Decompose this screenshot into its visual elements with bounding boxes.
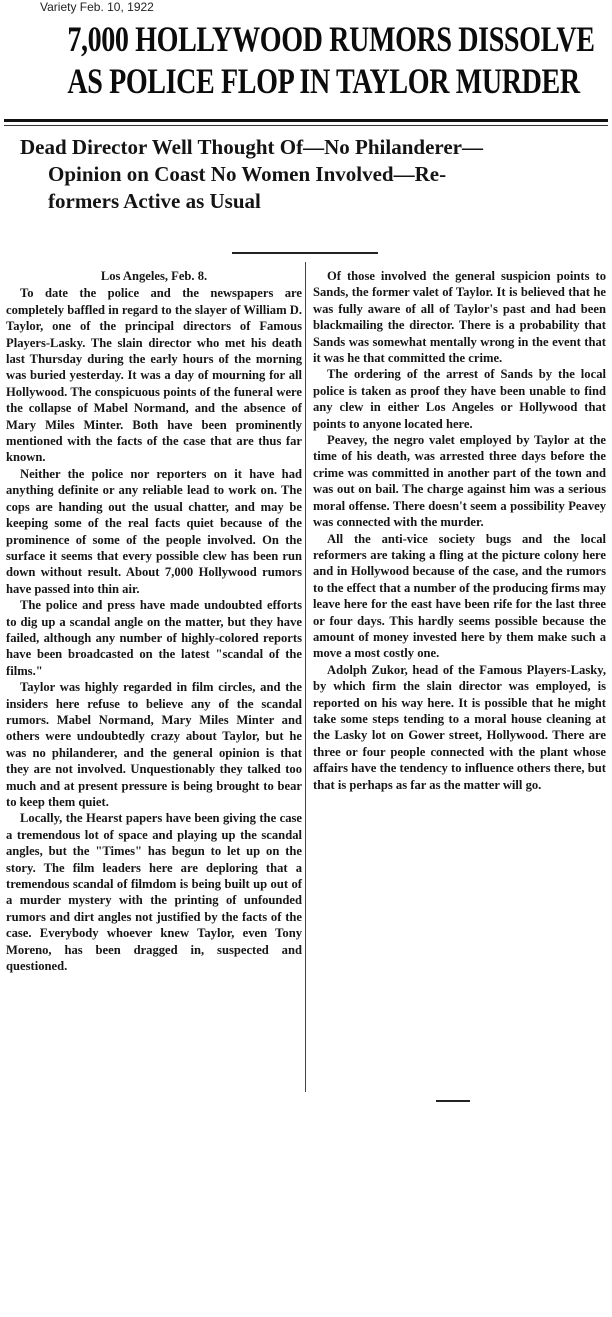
column-divider [305, 262, 306, 1092]
section-divider-rule [232, 252, 378, 254]
paragraph: To date the police and the newspapers are completely baffled in regard to the slayer of William D. Taylor, one of the principal directors of Famous Players-Lasky. The slain director who met his death last Thursday during the early hours of the morning was buried yesterday. It was a day of mourning for all Hollywood. The conspicuous points of the funeral were the collapse of Mabel Normand, and the absence of Mary Miles Minter. Both have been prominently mentioned with the facts of the case that are thus far known. [6, 286, 302, 465]
subheadline-line-1: Dead Director Well Thought Of—No Philanderer— [20, 135, 483, 159]
paragraph: Adolph Zukor, head of the Famous Players-Lasky, by which firm the slain director was employed, is reported on his way here. It is possible that he might take some steps tending to a moral house cleaning at the Lasky lot on Gower street, Hollywood. There are three or four people connected with the plant whose affairs have the tendency to influence others there, but that is perhaps as far as the matter will go. [313, 662, 606, 792]
article-column-left [6, 268, 302, 974]
article-end-rule [436, 1100, 470, 1102]
paragraph: Locally, the Hearst papers have been giving the case a tremendous lot of space and playing up the scandal angles, but the "Times" has begun to let up on the story. The film leaders here are deploring that a tremendous scandal of filmdom is being built up out of a murder mystery with the printing of unfounded rumors and dirt angles not justified by the facts of the case. Everybody whoever knew Taylor, even Tony Moreno, has been dragged in, suspected and questioned. [6, 811, 302, 974]
headline-rule-thin [4, 125, 608, 126]
paragraph: Neither the police nor reporters on it have had anything definite or any reliable lead to work on. The cops are handing out the usual chatter, and may be keeping some of the real facts quiet because of the prominence of some of the people involved. On the surface it seems that every possible clew has been run down without result. About 7,000 Hollywood rumors have passed into thin air. [6, 466, 302, 596]
subheadline [20, 134, 600, 215]
article-column-right [313, 268, 606, 793]
paragraph: Taylor was highly regarded in film circles, and the insiders here refuse to believe any of the scandal rumors. Mabel Normand, Mary Miles Minter and others were undoubtedly crazy about Taylor, but he was no philanderer, and the general opinion is that they are not involved. Unquestionably they talked too much and at present pressure is being brought to bear to keep them quiet. [6, 680, 302, 809]
paragraph: Peavey, the negro valet employed by Taylor at the time of his death, was arrested three days before the crime was committed in another part of the town and was out on bail. The charge against him was a serious moral offense. There doesn't seem a possibility Peavey was connected with the murder. [313, 433, 606, 530]
paragraph: The police and press have made undoubted efforts to dig up a scandal angle on the matter, but they have failed, although any number of highly-colored reports have been broadcasted on the latest "scandal of the films." [6, 598, 302, 678]
paragraph: All the anti-vice society bugs and the local reformers are taking a fling at the picture colony here and in Hollywood because of the case, and the rumors to the effect that a number of the producing firms may leave here for the east have been rife for the last three or four days. This hardly seems possible because the amount of money invested here by them make such a move a most costly one. [313, 531, 606, 661]
headline-rule-heavy [4, 119, 608, 122]
publication-source-line: Variety Feb. 10, 1922 [40, 0, 154, 14]
headline-line-1: 7,000 HOLLYWOOD RUMORS DISSOLVE [67, 19, 595, 59]
headline-line-2: AS POLICE FLOP IN TAYLOR MURDER [67, 61, 580, 101]
subheadline-line-3: formers Active as Usual [48, 189, 261, 213]
dateline: Los Angeles, Feb. 8. [100, 269, 208, 283]
paragraph: Of those involved the general suspicion points to Sands, the former valet of Taylor. It is believed that he was fully aware of all of Taylor's past and had been blackmailing the director. There is a probability that Sands was somewhat mentally wrong in the event that it was he that committed the crime. [313, 269, 606, 366]
paragraph: The ordering of the arrest of Sands by the local police is taken as proof they have been unable to find any clew in either Los Angeles or Hollywood that points to anyone located here. [313, 367, 606, 431]
subheadline-line-2: Opinion on Coast No Women Involved—Re- [48, 162, 447, 186]
